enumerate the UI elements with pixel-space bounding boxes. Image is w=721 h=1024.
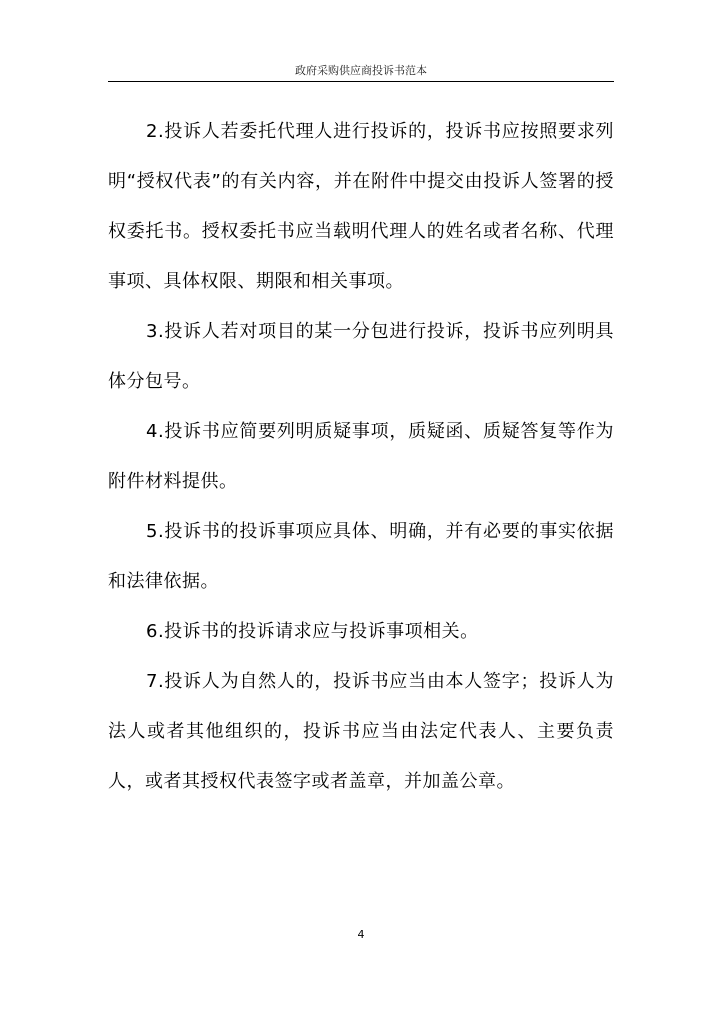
document-body xyxy=(108,107,614,807)
page-number: 4 xyxy=(357,928,365,941)
paragraph-item-7: 7.投诉人为自然人的，投诉书应当由本人签字；投诉人为法人或者其他组织的，投诉书应当由法定代表人、主要负责人，或者其授权代表签字或者盖章，并加盖公章。 xyxy=(108,671,614,792)
paragraph-item-6: 6.投诉书的投诉请求应与投诉事项相关。 xyxy=(146,621,479,642)
paragraph-item-2: 2.投诉人若委托代理人进行投诉的，投诉书应按照要求列明“授权代表”的有关内容，并在附件中提交由投诉人签署的授权委托书。授权委托书应当载明代理人的姓名或者名称、代理事项、具体权限、期限和相关事项。 xyxy=(108,121,614,292)
page-header-title: 政府采购供应商投诉书范本 xyxy=(295,64,427,77)
paragraph-item-5: 5.投诉书的投诉事项应具体、明确，并有必要的事实依据和法律依据。 xyxy=(108,521,614,592)
paragraph-item-4: 4.投诉书应简要列明质疑事项，质疑函、质疑答复等作为附件材料提供。 xyxy=(108,421,614,492)
paragraph-item-3: 3.投诉人若对项目的某一分包进行投诉，投诉书应列明具体分包号。 xyxy=(108,321,614,392)
header-divider xyxy=(108,81,614,82)
